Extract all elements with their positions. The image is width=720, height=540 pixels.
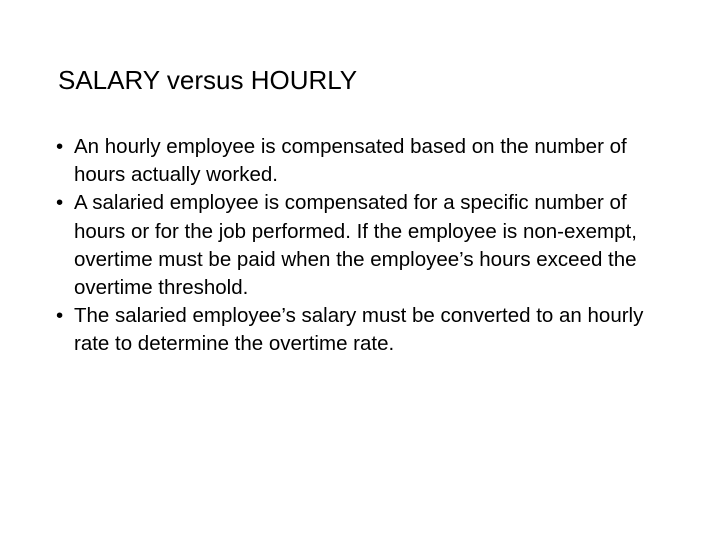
bullet-text: The salaried employee’s salary must be converted to an hourly rate to determine the overtime rate. xyxy=(74,304,644,356)
bullet-icon: • xyxy=(56,304,64,328)
bullet-item xyxy=(56,302,656,358)
bullet-text: An hourly employee is compensated based on the number of hours actually worked. xyxy=(74,135,627,187)
bullet-list xyxy=(56,133,656,359)
bullet-icon: • xyxy=(56,191,64,215)
bullet-item xyxy=(56,189,656,302)
bullet-item xyxy=(56,133,656,189)
slide-title: SALARY versus HOURLY xyxy=(58,65,358,95)
bullet-text: A salaried employee is compensated for a specific number of hours or for the job performed. If the employee is non-exempt, overtime must be paid when the employee’s hours exceed the overtime threshold. xyxy=(74,191,637,300)
bullet-icon: • xyxy=(56,135,64,158)
